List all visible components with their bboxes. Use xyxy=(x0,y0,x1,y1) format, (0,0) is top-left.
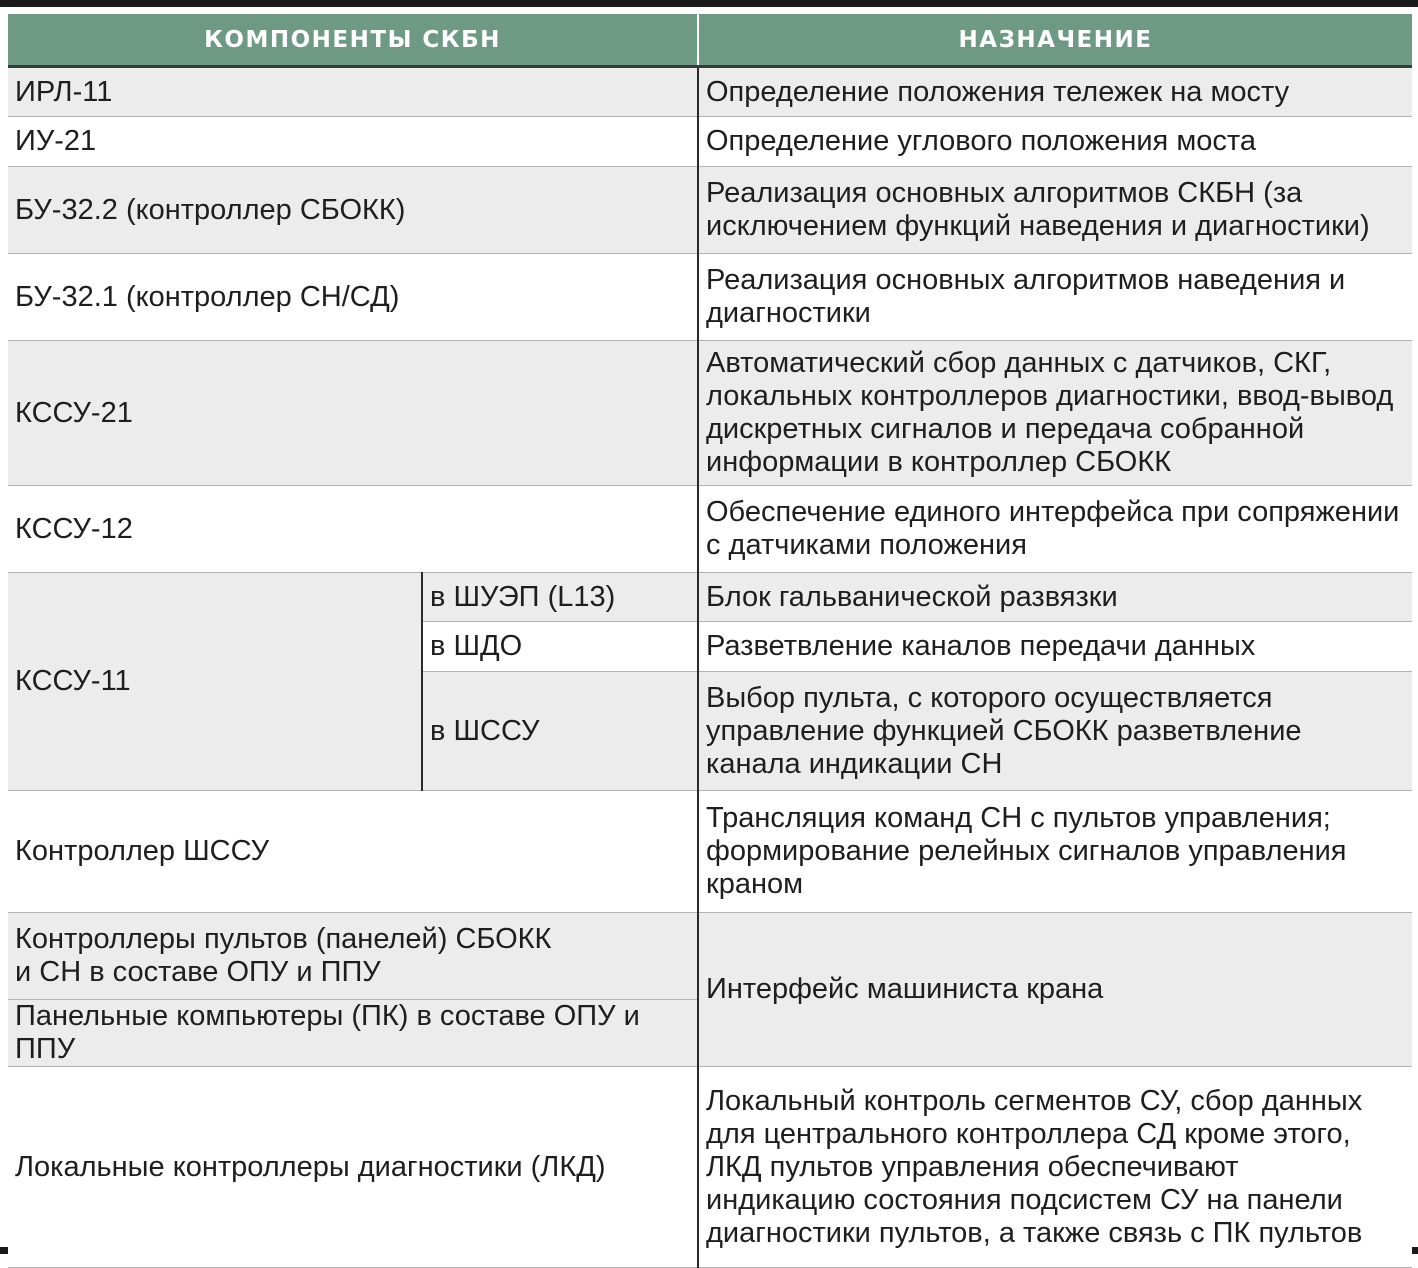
component-line: и СН в составе ОПУ и ППУ xyxy=(15,956,381,988)
purpose-cell xyxy=(698,573,1412,622)
table-header-row xyxy=(8,14,1412,67)
purpose-cell: Интерфейс машиниста крана xyxy=(698,913,1412,1067)
purpose-line: Разветвление каналов передачи данных xyxy=(706,630,1256,662)
components-table xyxy=(8,14,1412,1268)
purpose-line: Автоматический сбор данных с датчиков, СКГ, xyxy=(706,347,1332,379)
purpose-cell xyxy=(698,254,1412,341)
purpose-line: Трансляция команд СН с пультов управления; xyxy=(706,802,1331,834)
purpose-line: диагностики пультов, а также связь с ПК пультов xyxy=(706,1216,1363,1249)
purpose-line: диагностики xyxy=(706,297,871,329)
table-row xyxy=(8,573,1412,622)
purpose-line: информации в контроллер СБОКК xyxy=(706,446,1172,478)
purpose-line: управление функцией СБОКК разветвление xyxy=(706,714,1302,747)
purpose-cell xyxy=(698,167,1412,254)
table-row xyxy=(8,254,1412,341)
table-row xyxy=(8,67,1412,117)
purpose-cell xyxy=(698,1067,1412,1268)
purpose-line: формирование релейных сигналов управления xyxy=(706,835,1347,867)
purpose-line: индикацию состояния подсистем СУ на панели xyxy=(706,1183,1343,1216)
header-components: КОМПОНЕНТЫ СКБН xyxy=(8,14,698,67)
component-cell: БУ-32.1 (контроллер СН/СД) xyxy=(8,254,698,341)
purpose-line: Выбор пульта, с которого осуществляется xyxy=(706,681,1273,714)
purpose-line: локальных контроллеров диагностики, ввод-вывод xyxy=(706,380,1394,412)
purpose-cell xyxy=(698,622,1412,672)
component-cell: БУ-32.2 (контроллер СБОКК) xyxy=(8,167,698,254)
component-cell: ИУ-21 xyxy=(8,117,698,167)
purpose-line: Определение углового положения моста xyxy=(706,125,1256,157)
purpose-line: Определение положения тележек на мосту xyxy=(706,75,1290,108)
purpose-cell xyxy=(698,486,1412,573)
component-cell xyxy=(8,913,698,1000)
purpose-line: Обеспечение единого интерфейса при сопряжении xyxy=(706,496,1400,528)
purpose-line: Локальный контроль сегментов СУ, сбор данных xyxy=(706,1084,1363,1117)
table-row xyxy=(8,1067,1412,1268)
sub-location-cell: в ШУЭП (L13) xyxy=(422,573,698,622)
purpose-cell xyxy=(698,117,1412,167)
purpose-cell xyxy=(698,67,1412,117)
table-row xyxy=(8,791,1412,913)
header-purpose: НАЗНАЧЕНИЕ xyxy=(698,14,1412,67)
table-row xyxy=(8,117,1412,167)
component-cell: Контроллер ШССУ xyxy=(8,791,698,913)
table-row xyxy=(8,167,1412,254)
table-row xyxy=(8,486,1412,573)
purpose-cell xyxy=(698,672,1412,791)
component-cell: КССУ-12 xyxy=(8,486,698,573)
purpose-line: исключением функций наведения и диагностики) xyxy=(706,210,1370,242)
component-cell: КССУ-21 xyxy=(8,341,698,486)
purpose-cell xyxy=(698,341,1412,486)
purpose-line: краном xyxy=(706,868,804,900)
component-cell: КССУ-11 xyxy=(8,573,422,791)
purpose-line: канала индикации СН xyxy=(706,747,1003,780)
purpose-line: ЛКД пультов управления обеспечивают xyxy=(706,1150,1239,1183)
purpose-line: Блок гальванической развязки xyxy=(706,580,1118,613)
component-line: Контроллеры пультов (панелей) СБОКК xyxy=(15,923,552,955)
sub-location-cell: в ШССУ xyxy=(422,672,698,791)
sub-location-cell: в ШДО xyxy=(422,622,698,672)
component-cell: Панельные компьютеры (ПК) в составе ОПУ и ППУ xyxy=(8,1000,698,1067)
purpose-cell xyxy=(698,791,1412,913)
purpose-line: Реализация основных алгоритмов наведения и xyxy=(706,264,1346,296)
component-cell: Локальные контроллеры диагностики (ЛКД) xyxy=(8,1067,698,1268)
component-cell: ИРЛ-11 xyxy=(8,67,698,117)
table-row xyxy=(8,913,1412,1000)
purpose-line: с датчиками положения xyxy=(706,529,1027,561)
table-row xyxy=(8,341,1412,486)
purpose-line: Реализация основных алгоритмов СКБН (за xyxy=(706,177,1303,209)
purpose-line: для центрального контроллера СД кроме этого, xyxy=(706,1117,1351,1150)
purpose-line: дискретных сигналов и передача собранной xyxy=(706,413,1305,445)
